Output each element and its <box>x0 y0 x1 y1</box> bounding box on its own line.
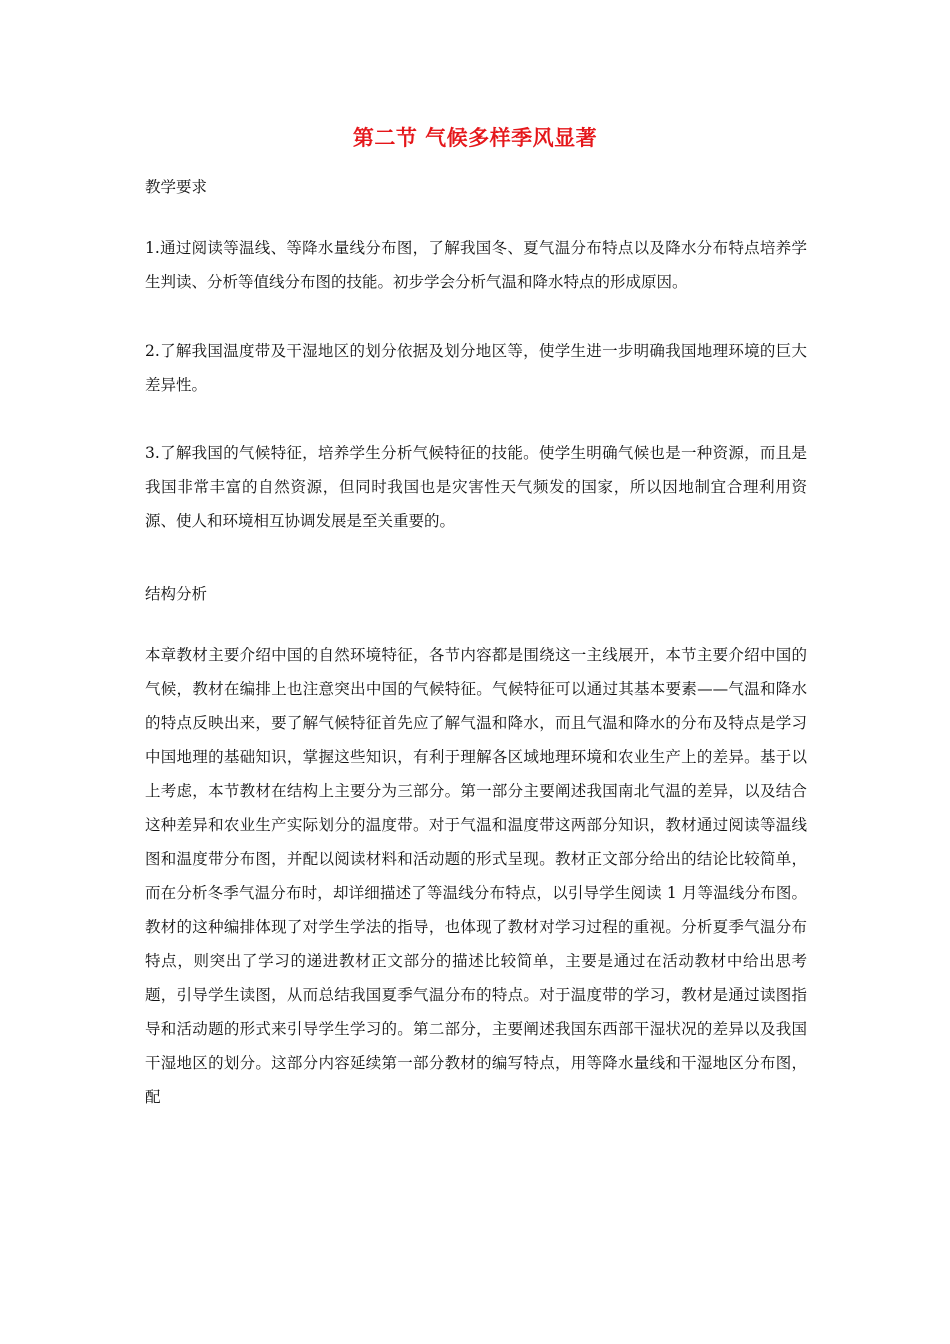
section-heading-requirements: 教学要求 <box>145 178 208 196</box>
requirement-item-3: 3.了解我国的气候特征，培养学生分析气候特征的技能。使学生明确气候也是一种资源，而且是我国非常丰富的自然资源，但同时我国也是灾害性天气频发的国家，所以因地制宜合理利用资源、使人和环境相互协调发展是至关重要的。 <box>145 444 807 530</box>
requirement-item-1: 1.通过阅读等温线、等降水量线分布图，了解我国冬、夏气温分布特点以及降水分布特点培养学生判读、分析等值线分布图的技能。初步学会分析气温和降水特点的形成原因。 <box>145 239 807 291</box>
document-title: 第二节 气候多样季风显著 <box>352 126 598 150</box>
requirement-item-2: 2.了解我国温度带及干湿地区的划分依据及划分地区等，使学生进一步明确我国地理环境的巨大差异性。 <box>145 342 807 394</box>
section-heading-structure: 结构分析 <box>145 585 208 603</box>
structure-analysis-paragraph: 本章教材主要介绍中国的自然环境特征，各节内容都是围绕这一主线展开，本节主要介绍中国的气候，教材在编排上也注意突出中国的气候特征。气候特征可以通过其基本要素——气温和降水的特点反映出来，要了解气候特征首先应了解气温和降水，而且气温和降水的分布及特点是学习中国地理的基础知识，掌握这些知识，有利于理解各区域地理环境和农业生产上的差异。基于以上考虑，本节教材在结构上主要分为三部分。第一部分主要阐述我国南北气温的差异，以及结合这种差异和农业生产实际划分的温度带。对于气温和温度带这两部分知识，教材通过阅读等温线图和温度带分布图，并配以阅读材料和活动题的形式呈现。教材正文部分给出的结论比较简单，而在分析冬季气温分布时，却详细描述了等温线分布特点，以引导学生阅读 1 月等温线分布图。教材的这种编排体现了对学生学法的指导，也体现了教材对学习过程的重视。分析夏季气温分布特点，则突出了学习的递进教材正文部分的描述比较简单，主要是通过在活动教材中给出思考题，引导学生读图，从而总结我国夏季气温分布的特点。对于温度带的学习，教材是通过读图指导和活动题的形式来引导学生学习的。第二部分，主要阐述我国东西部干湿状况的差异以及我国干湿地区的划分。这部分内容延续第一部分教材的编写特点，用等降水量线和干湿地区分布图，配 <box>145 646 807 1106</box>
